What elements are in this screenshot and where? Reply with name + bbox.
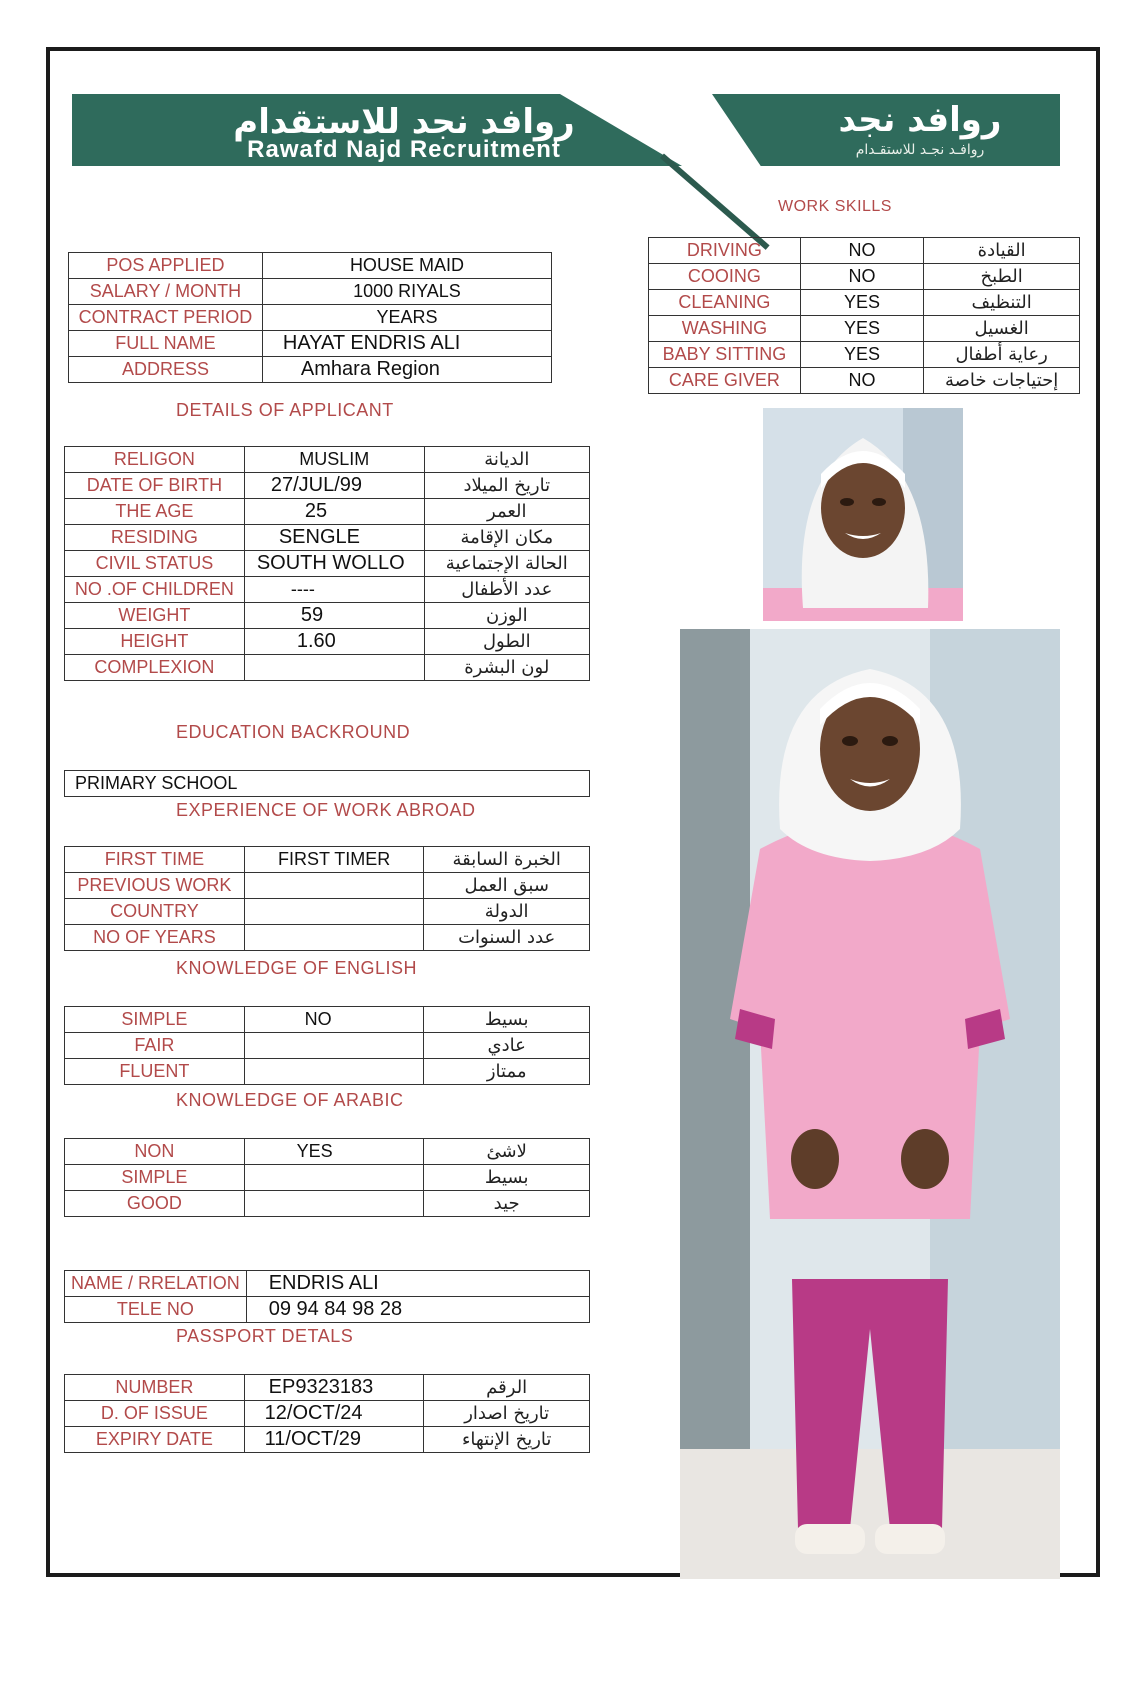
relation-label: NAME / RRELATION bbox=[65, 1271, 247, 1297]
detail-label: RESIDING bbox=[65, 525, 245, 551]
english-label: FLUENT bbox=[65, 1059, 245, 1085]
address-value: Amhara Region bbox=[262, 357, 551, 383]
table-row bbox=[65, 847, 590, 873]
table-row bbox=[69, 331, 552, 357]
experience-label-arabic: عدد السنوات bbox=[424, 925, 590, 951]
experience-table bbox=[64, 846, 590, 951]
detail-value: 27/JUL/99 bbox=[244, 473, 424, 499]
table-row bbox=[65, 771, 590, 797]
detail-label-arabic: تاريخ الميلاد bbox=[424, 473, 589, 499]
experience-value bbox=[244, 925, 424, 951]
detail-value: SENGLE bbox=[244, 525, 424, 551]
table-row bbox=[65, 603, 590, 629]
company-logo-subtitle: روافـد نجـد للاستقـدام bbox=[855, 142, 985, 158]
passport-label: NUMBER bbox=[65, 1375, 245, 1401]
table-row bbox=[65, 1271, 590, 1297]
table-row bbox=[649, 290, 1080, 316]
passport-label: EXPIRY DATE bbox=[65, 1427, 245, 1453]
experience-label-arabic: الخبرة السابقة bbox=[424, 847, 590, 873]
info-label: CONTRACT PERIOD bbox=[69, 305, 263, 331]
table-row bbox=[65, 1427, 590, 1453]
table-row bbox=[65, 1139, 590, 1165]
table-row bbox=[65, 1297, 590, 1323]
skill-label-arabic: الطبخ bbox=[924, 264, 1080, 290]
skill-label-arabic: القيادة bbox=[924, 238, 1080, 264]
company-title-english: Rawafd Najd Recruitment bbox=[247, 136, 561, 163]
passport-label-arabic: تاريخ الإنتهاء bbox=[424, 1427, 590, 1453]
arabic-label-arabic: لاشئ bbox=[424, 1139, 590, 1165]
table-row bbox=[65, 899, 590, 925]
education-value: PRIMARY SCHOOL bbox=[65, 771, 590, 797]
table-row bbox=[65, 1375, 590, 1401]
english-value: NO bbox=[244, 1007, 424, 1033]
arabic-value: YES bbox=[244, 1139, 424, 1165]
experience-label: PREVIOUS WORK bbox=[65, 873, 245, 899]
relation-value: ENDRIS ALI bbox=[246, 1271, 589, 1297]
skill-value: YES bbox=[800, 290, 923, 316]
arabic-label-arabic: بسيط bbox=[424, 1165, 590, 1191]
info-label: POS APPLIED bbox=[69, 253, 263, 279]
info-label: ADDRESS bbox=[69, 357, 263, 383]
work-skills-heading: WORK SKILLS bbox=[778, 198, 892, 215]
detail-label-arabic: لون البشرة bbox=[424, 655, 589, 681]
applicant-details-heading: DETAILS OF APPLICANT bbox=[176, 400, 394, 420]
detail-label-arabic: الوزن bbox=[424, 603, 589, 629]
english-label-arabic: عادي bbox=[424, 1033, 590, 1059]
skill-value: NO bbox=[800, 368, 923, 394]
skill-label-arabic: الغسيل bbox=[924, 316, 1080, 342]
info-value: HOUSE MAID bbox=[262, 253, 551, 279]
experience-value bbox=[244, 873, 424, 899]
skill-label: DRIVING bbox=[649, 238, 801, 264]
detail-label: WEIGHT bbox=[65, 603, 245, 629]
table-row bbox=[69, 279, 552, 305]
detail-label-arabic: الطول bbox=[424, 629, 589, 655]
table-row bbox=[649, 316, 1080, 342]
applicant-details-table bbox=[64, 446, 590, 681]
detail-value: MUSLIM bbox=[244, 447, 424, 473]
experience-label: FIRST TIME bbox=[65, 847, 245, 873]
experience-value bbox=[244, 899, 424, 925]
detail-label-arabic: العمر bbox=[424, 499, 589, 525]
skill-value: YES bbox=[800, 342, 923, 368]
english-label: SIMPLE bbox=[65, 1007, 245, 1033]
english-heading: KNOWLEDGE OF ENGLISH bbox=[176, 958, 418, 978]
detail-label: HEIGHT bbox=[65, 629, 245, 655]
arabic-table bbox=[64, 1138, 590, 1217]
detail-label-arabic: مكان الإقامة bbox=[424, 525, 589, 551]
phone-value: 09 94 84 98 28 bbox=[246, 1297, 589, 1323]
work-skills-table bbox=[648, 237, 1080, 394]
detail-label: DATE OF BIRTH bbox=[65, 473, 245, 499]
english-table bbox=[64, 1006, 590, 1085]
info-value: YEARS bbox=[262, 305, 551, 331]
table-row bbox=[65, 925, 590, 951]
table-row bbox=[65, 447, 590, 473]
applicant-portrait-photo bbox=[763, 408, 963, 621]
relation-label: TELE NO bbox=[65, 1297, 247, 1323]
full-name-value: HAYAT ENDRIS ALI bbox=[262, 331, 551, 357]
skill-value: NO bbox=[800, 238, 923, 264]
table-row bbox=[69, 305, 552, 331]
skill-label: WASHING bbox=[649, 316, 801, 342]
passport-value: EP9323183 bbox=[244, 1375, 424, 1401]
experience-label: COUNTRY bbox=[65, 899, 245, 925]
skill-label: CLEANING bbox=[649, 290, 801, 316]
table-row bbox=[649, 238, 1080, 264]
table-row bbox=[65, 629, 590, 655]
skill-value: NO bbox=[800, 264, 923, 290]
arabic-label: NON bbox=[65, 1139, 245, 1165]
table-row bbox=[65, 551, 590, 577]
detail-label: CIVIL STATUS bbox=[65, 551, 245, 577]
passport-label: D. OF ISSUE bbox=[65, 1401, 245, 1427]
passport-label-arabic: الرقم bbox=[424, 1375, 590, 1401]
english-value bbox=[244, 1059, 424, 1085]
skill-label-arabic: رعاية أطفال bbox=[924, 342, 1080, 368]
experience-label-arabic: الدولة bbox=[424, 899, 590, 925]
arabic-label: GOOD bbox=[65, 1191, 245, 1217]
skill-value: YES bbox=[800, 316, 923, 342]
skill-label-arabic: التنظيف bbox=[924, 290, 1080, 316]
table-row bbox=[65, 525, 590, 551]
detail-label: NO .OF CHILDREN bbox=[65, 577, 245, 603]
arabic-value bbox=[244, 1165, 424, 1191]
table-row bbox=[65, 873, 590, 899]
detail-label: THE AGE bbox=[65, 499, 245, 525]
experience-label-arabic: سبق العمل bbox=[424, 873, 590, 899]
passport-value: 11/OCT/29 bbox=[244, 1427, 424, 1453]
education-table bbox=[64, 770, 590, 797]
arabic-value bbox=[244, 1191, 424, 1217]
table-row bbox=[649, 342, 1080, 368]
passport-value: 12/OCT/24 bbox=[244, 1401, 424, 1427]
english-label-arabic: بسيط bbox=[424, 1007, 590, 1033]
arabic-label: SIMPLE bbox=[65, 1165, 245, 1191]
table-row bbox=[65, 1191, 590, 1217]
detail-label-arabic: عدد الأطفال bbox=[424, 577, 589, 603]
detail-label-arabic: الديانة bbox=[424, 447, 589, 473]
detail-value: SOUTH WOLLO bbox=[244, 551, 424, 577]
english-label: FAIR bbox=[65, 1033, 245, 1059]
detail-value: 25 bbox=[244, 499, 424, 525]
company-title-arabic: روافد نجد للاستقدام bbox=[233, 102, 575, 142]
table-row bbox=[65, 655, 590, 681]
table-row bbox=[65, 1165, 590, 1191]
detail-value: 59 bbox=[244, 603, 424, 629]
applicant-full-body-photo bbox=[680, 629, 1060, 1579]
info-label: SALARY / MONTH bbox=[69, 279, 263, 305]
table-row bbox=[65, 499, 590, 525]
passport-label-arabic: تاريخ اصدار bbox=[424, 1401, 590, 1427]
skill-label: BABY SITTING bbox=[649, 342, 801, 368]
detail-value: 1.60 bbox=[244, 629, 424, 655]
table-row bbox=[65, 473, 590, 499]
info-value: 1000 RIYALS bbox=[262, 279, 551, 305]
passport-heading: PASSPORT DETALS bbox=[176, 1326, 354, 1346]
education-heading: EDUCATION BACKROUND bbox=[176, 722, 411, 742]
header-banner bbox=[72, 94, 1060, 166]
table-row bbox=[65, 1007, 590, 1033]
detail-value: ---- bbox=[244, 577, 424, 603]
info-label: FULL NAME bbox=[69, 331, 263, 357]
skill-label-arabic: إحتياجات خاصة bbox=[924, 368, 1080, 394]
detail-label-arabic: الحالة الإجتماعية bbox=[424, 551, 589, 577]
detail-label: COMPLEXION bbox=[65, 655, 245, 681]
table-row bbox=[65, 1033, 590, 1059]
arabic-heading: KNOWLEDGE OF ARABIC bbox=[176, 1090, 404, 1110]
english-label-arabic: ممتاز bbox=[424, 1059, 590, 1085]
relation-table bbox=[64, 1270, 590, 1323]
table-row bbox=[649, 264, 1080, 290]
experience-heading: EXPERIENCE OF WORK ABROAD bbox=[176, 800, 476, 820]
detail-value bbox=[244, 655, 424, 681]
table-row bbox=[65, 1401, 590, 1427]
application-info-table bbox=[68, 252, 552, 383]
detail-label: RELIGON bbox=[65, 447, 245, 473]
arabic-label-arabic: جيد bbox=[424, 1191, 590, 1217]
skill-label: CARE GIVER bbox=[649, 368, 801, 394]
table-row bbox=[69, 357, 552, 383]
experience-label: NO OF YEARS bbox=[65, 925, 245, 951]
skill-label: COOING bbox=[649, 264, 801, 290]
table-row bbox=[649, 368, 1080, 394]
table-row bbox=[65, 1059, 590, 1085]
experience-value: FIRST TIMER bbox=[244, 847, 424, 873]
english-value bbox=[244, 1033, 424, 1059]
passport-table bbox=[64, 1374, 590, 1453]
company-logo: روافد نجد bbox=[838, 100, 1002, 140]
table-row bbox=[69, 253, 552, 279]
table-row bbox=[65, 577, 590, 603]
